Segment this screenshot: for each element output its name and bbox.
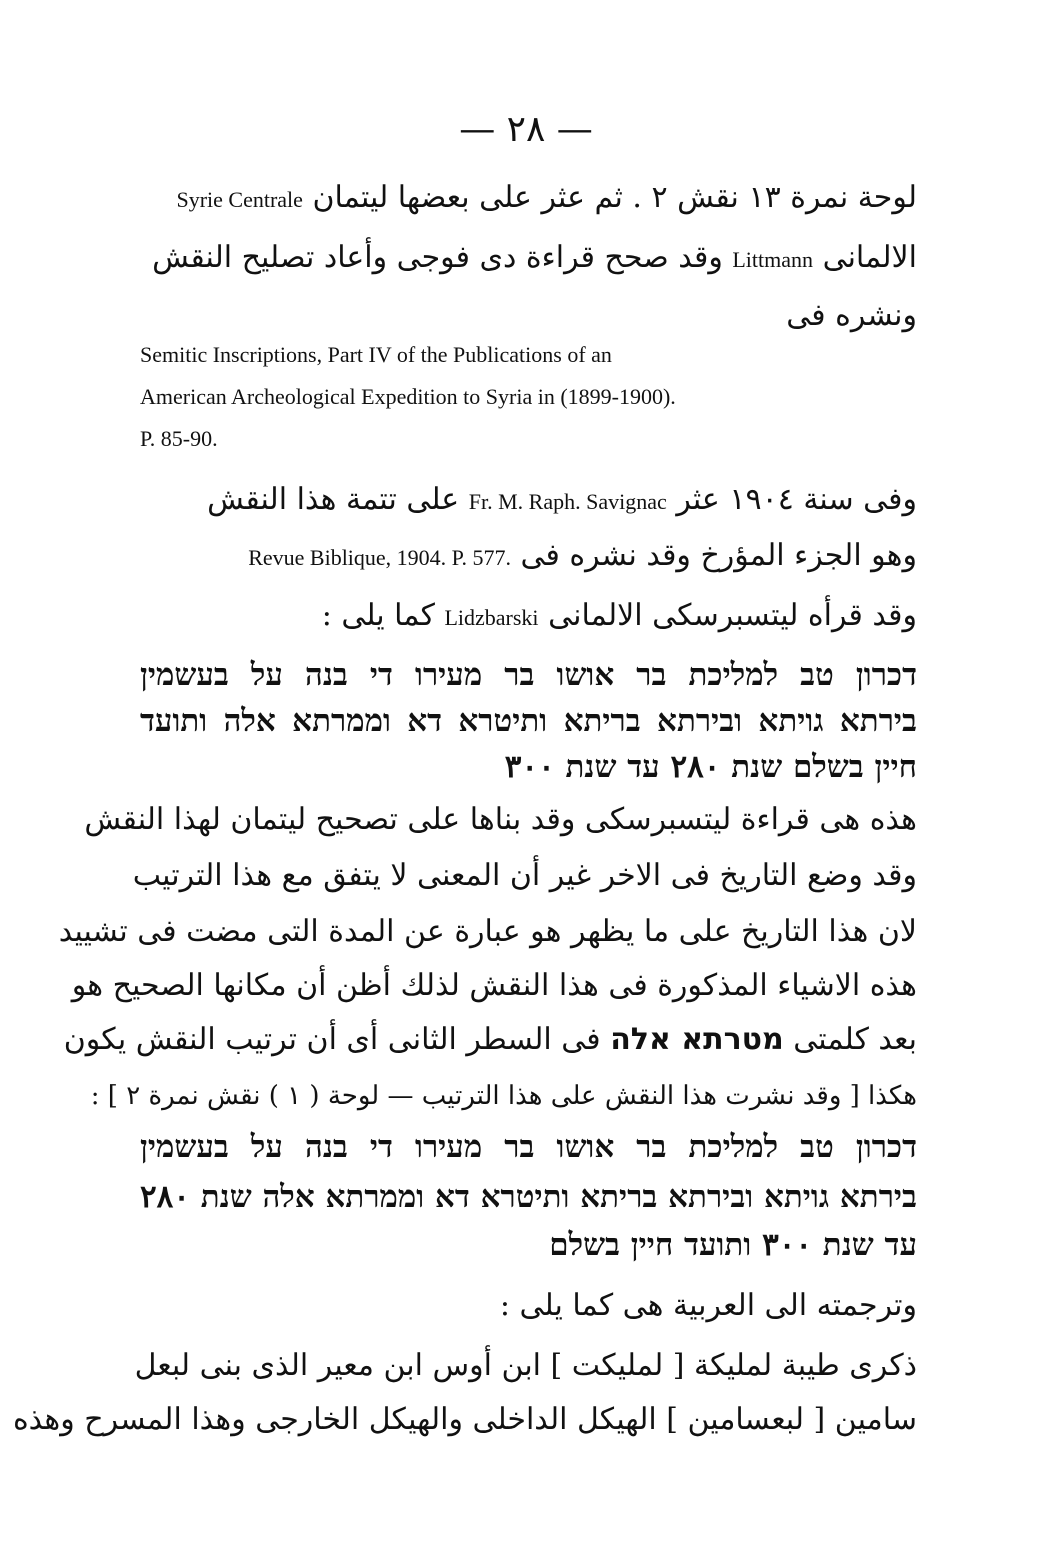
hebrew-inline: מטרתא אלה	[610, 1022, 784, 1057]
hebrew-line-2: בירתא גויתא ובירתא בריתא ותיטרא דא וממרתא אלה ותועד	[140, 703, 917, 739]
arabic-text: كما يلى :	[321, 598, 435, 633]
arabic-text: وقد قرأه ليتسبرسكى الالمانى	[548, 598, 917, 633]
latin-name: Littmann	[732, 247, 814, 272]
text-line-15: لان هذا التاريخ على ما يظهر هو عبارة عن المدة التى مضت فى تشييد	[58, 914, 917, 949]
arabic-text: وهو الجزء المؤرخ وقد نشره فى	[520, 538, 917, 573]
arabic-text: بعد كلمتى	[793, 1022, 917, 1057]
text-line-23: ذكرى طيبة لمليكة [ لمليكت ] ابن أوس ابن معير الذى بنى لبعل	[134, 1348, 917, 1383]
text-line-8	[230, 536, 917, 578]
text-line-14: وقد وضع التاريخ فى الاخر غير أن المعنى لا يتفق مع هذا الترتيب	[132, 858, 917, 893]
arabic-text: الالمانى	[822, 240, 917, 275]
arabic-text: فى السطر الثانى أى أن ترتيب النقش يكون	[63, 1022, 601, 1057]
hebrew-line-1: דכרון טב למליכת בר אושו בר מעירו די בנה על בעשמין	[140, 657, 917, 693]
citation-line-1: Semitic Inscriptions, Part IV of the Publications of an	[140, 342, 612, 367]
hebrew-line-6: עד שנת ٣٠٠ ותועד חיין בשלם	[549, 1227, 917, 1263]
arabic-text: وقد صحح قراءة دى فوجى وأعاد تصليح النقش	[152, 240, 723, 275]
text-line-1	[140, 178, 917, 220]
text-line-22: وترجمته الى العربية هى كما يلى :	[499, 1288, 917, 1323]
text-line-7	[140, 480, 917, 522]
arabic-text: على تتمة هذا النقش	[207, 482, 460, 517]
citation-line-3: P. 85-90.	[140, 426, 218, 451]
latin-name: Lidzbarski	[444, 605, 539, 630]
text-line-24: سامين [ لبعسامين ] الهيكل الداخلى والهيكل الخارجى وهذا المسرح وهذه	[12, 1402, 917, 1437]
arabic-text: لوحة نمرة ١٣ نقش ٢ . ثم عثر على بعضها ليتمان	[312, 180, 917, 215]
text-line-9	[320, 596, 917, 638]
text-line-13: هذه هى قراءة ليتسبرسكى وقد بناها على تصحيح ليتمان لهذا النقش	[84, 802, 917, 837]
text-line-3: ونشره فى	[786, 298, 917, 333]
latin-title: Syrie Centrale	[176, 187, 303, 212]
text-line-2	[140, 238, 917, 280]
hebrew-line-3: חיין בשלם שנת ٢٨٠ עד שנת ٣٠٠	[504, 749, 917, 785]
arabic-text: وفى سنة ١٩٠٤ عثر	[676, 482, 917, 517]
citation-line-2: American Archeological Expedition to Syria in (1899-1900).	[140, 384, 676, 409]
latin-citation: Revue Biblique, 1904. P. 577.	[248, 545, 511, 570]
text-line-16: هذه الاشياء المذكورة فى هذا النقش لذلك أظن أن مكانها الصحيح هو	[71, 968, 917, 1003]
hebrew-line-4: דכרון טב למליכת בר אושו בר מעירו די בנה על בעשמין	[140, 1129, 917, 1165]
text-line-18: هكذا [ وقد نشرت هذا النقش على هذا الترتيب — لوحة ( ١ ) نقش نمرة ٢ ] :	[90, 1081, 917, 1111]
page-number: — ٢٨ —	[459, 109, 593, 150]
text-line-17	[63, 1020, 917, 1060]
latin-name: Fr. M. Raph. Savignac	[468, 489, 667, 514]
hebrew-line-5: בירתא גויתא ובירתא בריתא ותיטרא דא וממרתא אלה שנת ٢٨٠	[140, 1179, 917, 1215]
